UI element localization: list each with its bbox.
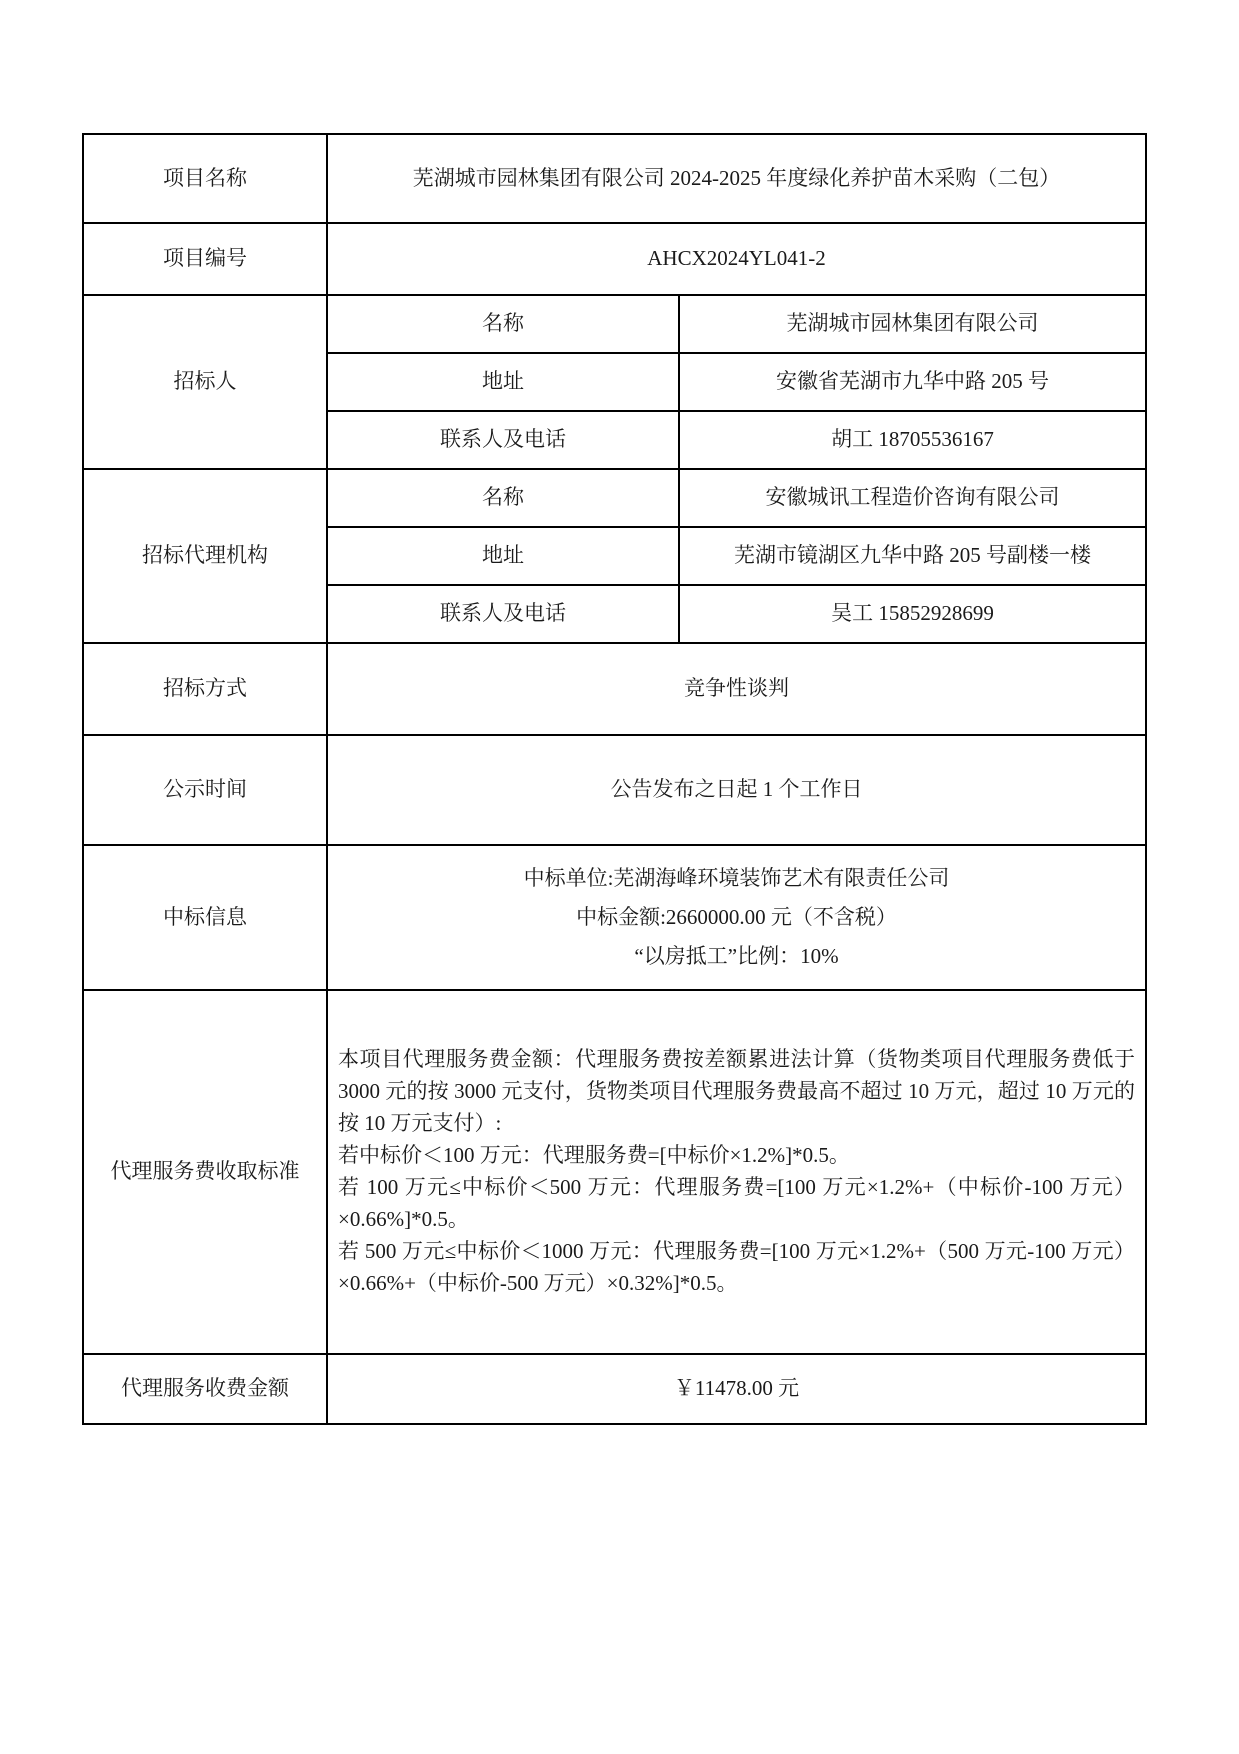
agency-name-value: 安徽城讯工程造价咨询有限公司 xyxy=(679,469,1146,527)
project-code-value: AHCX2024YL041-2 xyxy=(327,223,1146,295)
tenderer-contact-label: 联系人及电话 xyxy=(327,411,679,469)
project-name-value: 芜湖城市园林集团有限公司 2024-2025 年度绿化养护苗木采购（二包） xyxy=(327,134,1146,223)
row-agency-fee-amount xyxy=(83,1354,1146,1424)
row-award-info xyxy=(83,845,1146,990)
row-agency-fee-standard xyxy=(83,990,1146,1354)
agency-contact-label: 联系人及电话 xyxy=(327,585,679,643)
row-tender-method xyxy=(83,643,1146,735)
row-project-code xyxy=(83,223,1146,295)
agency-fee-standard-value xyxy=(327,990,1146,1354)
award-info-value xyxy=(327,845,1146,990)
publicity-period-value: 公告发布之日起 1 个工作日 xyxy=(327,735,1146,845)
agency-contact-value: 吴工 15852928699 xyxy=(679,585,1146,643)
tenderer-name-label: 名称 xyxy=(327,295,679,353)
fee-standard-tier3: 若 500 万元≤中标价＜1000 万元：代理服务费=[100 万元×1.2%+（500 万元-100 万元）×0.66%+（中标价-500 万元）×0.32%]*0.5。 xyxy=(338,1238,1135,1295)
fee-standard-intro: 本项目代理服务费金额：代理服务费按差额累进法计算（货物类项目代理服务费低于 3000 元的按 3000 元支付，货物类项目代理服务费最高不超过 10 万元，超过 10 万元的按 10 万元支付）: xyxy=(338,1047,1135,1136)
award-info-label: 中标信息 xyxy=(83,845,327,990)
agency-name-label: 名称 xyxy=(327,469,679,527)
award-amount-line: 中标金额:2660000.00 元（不含税） xyxy=(576,905,897,930)
tenderer-address-label: 地址 xyxy=(327,353,679,411)
publicity-period-label: 公示时间 xyxy=(83,735,327,845)
row-tenderer-name xyxy=(83,295,1146,353)
agency-fee-amount-value: ￥11478.00 元 xyxy=(327,1354,1146,1424)
tender-info-table xyxy=(82,133,1147,1425)
tenderer-address-value: 安徽省芜湖市九华中路 205 号 xyxy=(679,353,1146,411)
row-agency-name xyxy=(83,469,1146,527)
fee-standard-tier2: 若 100 万元≤中标价＜500 万元：代理服务费=[100 万元×1.2%+（中标价-100 万元）×0.66%]*0.5。 xyxy=(338,1175,1135,1231)
fee-standard-tier1: 若中标价＜100 万元：代理服务费=[中标价×1.2%]*0.5。 xyxy=(338,1143,850,1168)
tender-method-value: 竞争性谈判 xyxy=(327,643,1146,735)
agency-address-value: 芜湖市镜湖区九华中路 205 号副楼一楼 xyxy=(679,527,1146,585)
tenderer-contact-value: 胡工 18705536167 xyxy=(679,411,1146,469)
row-project-name xyxy=(83,134,1146,223)
project-code-label: 项目编号 xyxy=(83,223,327,295)
agency-label: 招标代理机构 xyxy=(83,469,327,643)
agency-address-label: 地址 xyxy=(327,527,679,585)
tender-method-label: 招标方式 xyxy=(83,643,327,735)
agency-fee-amount-label: 代理服务收费金额 xyxy=(83,1354,327,1424)
tenderer-label: 招标人 xyxy=(83,295,327,469)
row-publicity-period xyxy=(83,735,1146,845)
award-ratio-line: “以房抵工”比例：10% xyxy=(634,943,839,968)
tenderer-name-value: 芜湖城市园林集团有限公司 xyxy=(679,295,1146,353)
agency-fee-standard-label: 代理服务费收取标准 xyxy=(83,990,327,1354)
project-name-label: 项目名称 xyxy=(83,134,327,223)
award-winner-line: 中标单位:芜湖海峰环境装饰艺术有限责任公司 xyxy=(523,866,950,891)
